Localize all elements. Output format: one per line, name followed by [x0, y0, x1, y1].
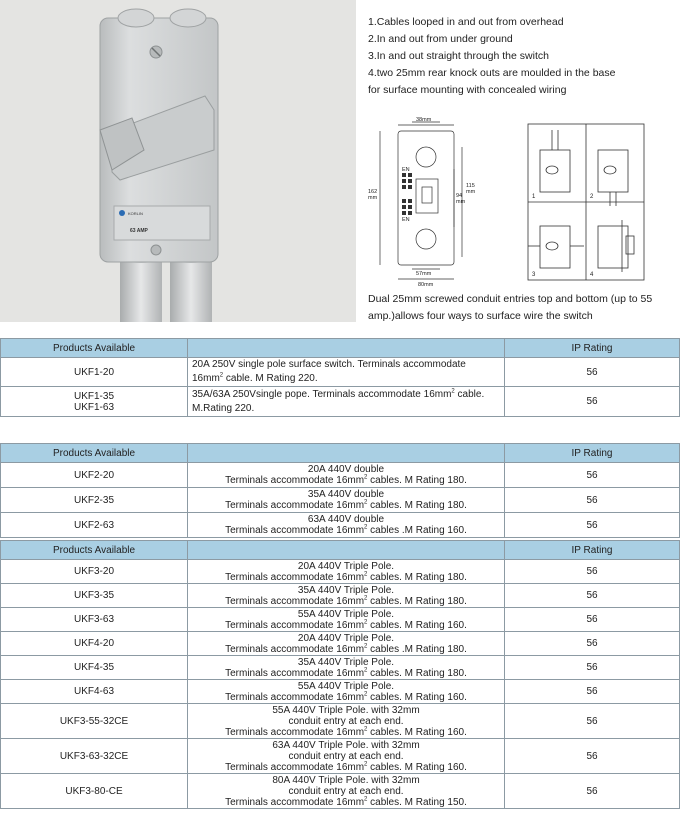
desc-part: cables. M Rating 180.	[367, 571, 467, 583]
table-header	[1, 541, 680, 560]
product-code: UKF2-20	[1, 463, 188, 488]
superscript: 2	[364, 667, 368, 674]
way-label-1: 1	[532, 194, 536, 200]
product-code: UKF2-35	[1, 488, 188, 513]
ip-rating: 56	[505, 584, 680, 608]
header-ip: IP Rating	[505, 541, 680, 560]
desc-part: cables. M Rating 180.	[367, 500, 467, 511]
product-code: UKF3-20	[1, 560, 188, 584]
ip-rating: 56	[505, 608, 680, 632]
dim-162: 162	[368, 189, 378, 195]
product-code: UKF2-63	[1, 513, 188, 538]
desc-part: Terminals accommodate 16mm	[225, 691, 365, 703]
product-description	[188, 513, 505, 538]
ip-rating: 56	[505, 560, 680, 584]
product-code: UKF3-63-32CE	[1, 739, 188, 774]
ip-rating: 56	[505, 680, 680, 704]
product-description	[188, 387, 505, 417]
code-part: UKF1-63	[73, 401, 114, 413]
product-description	[188, 560, 505, 584]
product-description	[188, 680, 505, 704]
desc-part: 63A 440V Triple Pole. with 32mm	[272, 739, 420, 751]
superscript: 2	[451, 388, 455, 395]
product-description	[188, 463, 505, 488]
table-row	[1, 632, 680, 656]
superscript: 2	[364, 761, 368, 768]
header-ip: IP Rating	[505, 444, 680, 463]
product-photo	[0, 0, 356, 322]
dim-162-unit: mm	[368, 195, 378, 201]
desc-part: Terminals accommodate 16mm	[225, 796, 365, 808]
code-part: UKF1-35	[73, 390, 114, 402]
desc-part: 20A 440V Triple Pole.	[297, 560, 395, 572]
desc-part: 20A 440V double	[307, 464, 385, 475]
desc-part: 80A 440V Triple Pole. with 32mm	[272, 774, 420, 786]
desc-part: cables. M Rating 160.	[367, 691, 467, 703]
en-label-top: EN	[402, 167, 410, 173]
desc-part: Terminals accommodate 16mm	[225, 761, 365, 773]
product-description	[188, 774, 505, 809]
superscript: 2	[364, 726, 368, 733]
wiring-ways-diagram	[526, 122, 646, 282]
desc-part: 35A 440V Triple Pole.	[297, 656, 395, 668]
header-products: Products Available	[1, 444, 188, 463]
note-line: 4.two 25mm rear knock outs are moulded in the base	[368, 67, 616, 79]
desc-part: 20A 440V Triple Pole.	[297, 632, 395, 644]
table-row	[1, 488, 680, 513]
note-line: 2.In and out from under ground	[368, 33, 513, 45]
product-description	[188, 608, 505, 632]
desc-part: conduit entry at each end.	[288, 785, 404, 797]
ip-rating: 56	[505, 632, 680, 656]
ip-rating: 56	[505, 358, 680, 387]
ip-rating: 56	[505, 387, 680, 417]
desc-part: cables. M Rating 160.	[367, 619, 467, 631]
photo-badge: 63 AMP	[130, 228, 148, 234]
note-line: 1.Cables looped in and out from overhead	[368, 16, 564, 28]
desc-part: Terminals accommodate 16mm	[225, 595, 365, 607]
product-code: UKF3-63	[1, 608, 188, 632]
table-row	[1, 387, 680, 417]
dim-94-unit: mm	[456, 199, 466, 205]
products-table-3	[0, 540, 680, 809]
dim-115: 115	[466, 183, 475, 189]
header-description	[188, 444, 505, 463]
product-description	[188, 656, 505, 680]
note-line: 3.In and out straight through the switch	[368, 50, 549, 62]
en-label-bottom: EN	[402, 217, 410, 223]
table-row	[1, 584, 680, 608]
dim-57: 57mm	[416, 271, 432, 277]
desc-part: Terminals accommodate 16mm	[225, 619, 365, 631]
header-products: Products Available	[1, 339, 188, 358]
dim-115-unit: mm	[466, 189, 476, 195]
desc-part: cables. M Rating 180.	[367, 595, 467, 607]
product-code: UKF1-20	[1, 358, 188, 387]
desc-part: 35A 440V double	[307, 489, 385, 500]
header-ip: IP Rating	[505, 339, 680, 358]
products-table-1	[0, 338, 680, 417]
superscript: 2	[364, 571, 368, 578]
product-code: UKF4-63	[1, 680, 188, 704]
header-description	[188, 541, 505, 560]
superscript: 2	[364, 691, 368, 698]
desc-part: Terminals accommodate 16mm	[225, 726, 365, 738]
dim-80: 80mm	[418, 282, 434, 288]
ip-rating: 56	[505, 739, 680, 774]
ip-rating: 56	[505, 774, 680, 809]
table-row	[1, 774, 680, 809]
desc-part: conduit entry at each end.	[288, 750, 404, 762]
desc-part: 35A/63A 250Vsingle pope. Terminals accommodate 16mm	[192, 388, 452, 400]
table-row	[1, 680, 680, 704]
superscript: 2	[364, 524, 368, 531]
product-code: UKF3-80-CE	[1, 774, 188, 809]
way-label-3: 3	[532, 272, 536, 278]
desc-part: Terminals accommodate 16mm	[225, 475, 365, 486]
way-label-2: 2	[590, 194, 594, 200]
dim-38: 38mm	[416, 117, 432, 123]
desc-part: cables. M Rating 160.	[367, 761, 467, 773]
desc-part: cables .M Rating 160.	[367, 525, 467, 536]
dual-entries-text: Dual 25mm screwed conduit entries top and bottom (up to 55 amp.)allows four ways to surface wire the switch	[368, 293, 653, 322]
desc-part: Terminals accommodate 16mm	[225, 643, 365, 655]
product-description	[188, 488, 505, 513]
desc-part: 55A 440V Triple Pole. with 32mm	[272, 704, 420, 716]
desc-part: cables. M Rating 160.	[367, 726, 467, 738]
product-description	[188, 584, 505, 608]
product-description	[188, 632, 505, 656]
product-description	[188, 704, 505, 739]
superscript: 2	[364, 595, 368, 602]
desc-part: 63A 440V double	[307, 514, 385, 525]
desc-part: 20A 250V single pole surface switch. Terminals accommodate	[192, 359, 466, 370]
ip-rating: 56	[505, 463, 680, 488]
dimension-diagram	[366, 117, 484, 289]
desc-part: M.Rating 220.	[192, 402, 255, 414]
product-code: UKF3-55-32CE	[1, 704, 188, 739]
table-row	[1, 358, 680, 387]
desc-part: Terminals accommodate 16mm	[225, 571, 365, 583]
ip-rating: 56	[505, 704, 680, 739]
note-line: for surface mounting with concealed wiring	[368, 84, 567, 96]
header-products: Products Available	[1, 541, 188, 560]
product-code: UKF3-35	[1, 584, 188, 608]
superscript: 2	[364, 643, 368, 650]
dim-94: 94	[456, 193, 463, 199]
desc-part: 55A 440V Triple Pole.	[297, 608, 395, 620]
isolator-switch-image	[0, 0, 356, 322]
product-code	[1, 387, 188, 417]
desc-part: cable.	[454, 388, 485, 400]
table-row	[1, 463, 680, 488]
ip-rating: 56	[505, 513, 680, 538]
product-code: UKF4-35	[1, 656, 188, 680]
table-row	[1, 656, 680, 680]
desc-part: Terminals accommodate 16mm	[225, 525, 365, 536]
superscript: 2	[364, 499, 368, 506]
superscript: 2	[364, 619, 368, 626]
superscript: 2	[364, 474, 368, 481]
product-description	[188, 739, 505, 774]
table-row	[1, 704, 680, 739]
way-label-4: 4	[590, 272, 594, 278]
table-row	[1, 739, 680, 774]
product-description	[188, 358, 505, 387]
superscript: 2	[219, 372, 224, 379]
ip-rating: 56	[505, 656, 680, 680]
desc-part: cables .M Rating 180.	[367, 643, 467, 655]
desc-part: Terminals accommodate 16mm	[225, 500, 365, 511]
desc-part: 16mm	[192, 373, 220, 384]
ip-rating: 56	[505, 488, 680, 513]
desc-part: 55A 440V Triple Pole.	[297, 680, 395, 692]
photo-brand: KORLIN	[128, 211, 143, 216]
product-code: UKF4-20	[1, 632, 188, 656]
table-header	[1, 339, 680, 358]
table-row	[1, 608, 680, 632]
desc-part: Terminals accommodate 16mm	[225, 667, 365, 679]
header-description	[188, 339, 505, 358]
desc-part: conduit entry at each end.	[288, 715, 404, 727]
table-row	[1, 513, 680, 538]
desc-part: 35A 440V Triple Pole.	[297, 584, 395, 596]
desc-part: cables. M Rating 180.	[367, 667, 467, 679]
desc-part: cables. M Rating 180.	[367, 475, 467, 486]
table-header	[1, 444, 680, 463]
feature-notes	[368, 14, 678, 99]
table-row	[1, 560, 680, 584]
desc-part: cables. M Rating 150.	[367, 796, 467, 808]
products-table-2	[0, 443, 680, 538]
superscript: 2	[364, 796, 368, 803]
desc-part: cable. M Rating 220.	[223, 373, 318, 384]
